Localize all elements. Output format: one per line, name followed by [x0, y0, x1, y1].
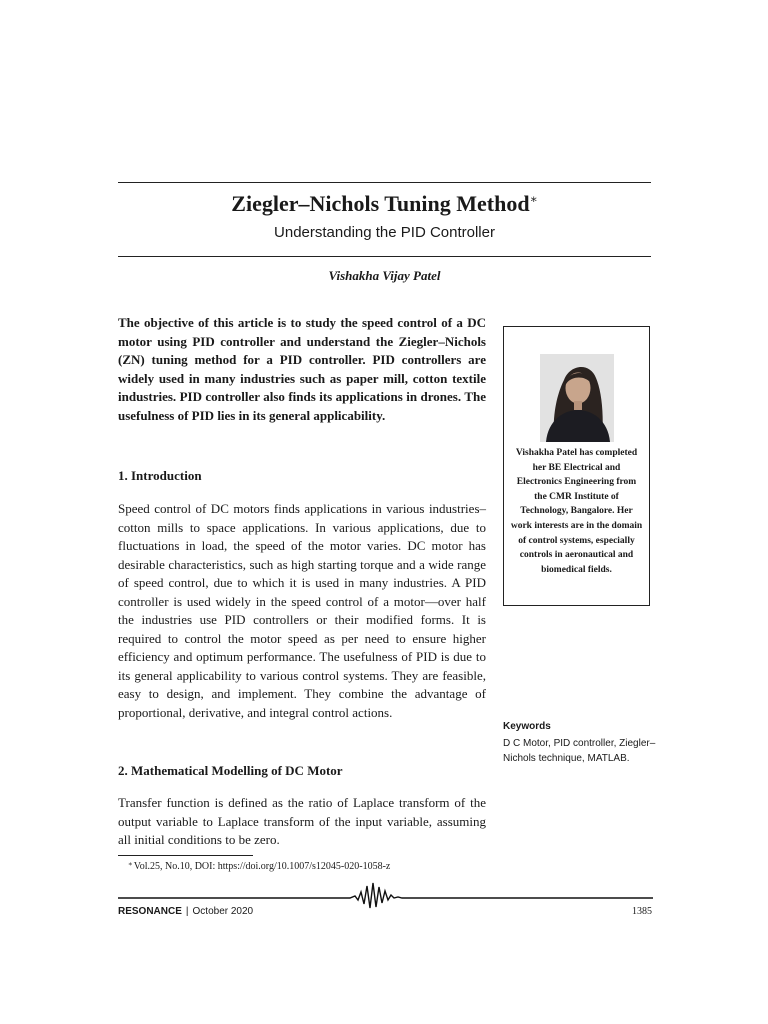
article-subtitle: Understanding the PID Controller — [274, 224, 495, 241]
keywords-heading: Keywords — [503, 721, 551, 732]
header-top-rule — [118, 182, 651, 183]
article-title — [118, 191, 651, 217]
footer-separator: | — [185, 906, 189, 917]
author-photo — [540, 354, 614, 442]
footnote-rule — [118, 855, 253, 856]
journal-issue: October 2020 — [192, 906, 254, 917]
journal-name: RESONANCE — [118, 906, 182, 917]
abstract: The objective of this article is to study the speed control of a DC motor using PID controller and understand the Ziegler–Nichols (ZN) tuning method for a PID controller. PID controllers are widely used in many industries such as paper mill, cotton textile industries. PID controller also finds its applications in drones. The usefulness of PID lies in its general applicability. — [118, 315, 486, 423]
article-title-text: Ziegler–Nichols Tuning Method — [231, 191, 530, 216]
title-footnote-marker: ∗ — [529, 192, 538, 206]
keywords-list: D C Motor, PID controller, Ziegler–Nichols technique, MATLAB. — [503, 738, 656, 764]
author-bio-box — [503, 326, 650, 606]
author-bio-text: Vishakha Patel has completed her BE Electrical and Electronics Engineering from the CMR Institute of Technology, Bangalore. Her work interests are in the domain of control systems, especially controls in aeronautical and biomedical fields. — [510, 448, 643, 575]
footer-wave-rule — [118, 881, 653, 909]
header-bottom-rule — [118, 256, 651, 257]
author-name: Vishakha Vijay Patel — [328, 268, 441, 283]
section-body-introduction: Speed control of DC motors finds applications in various industries–cotton mills to space applications. In various applications, due to fluctuations in load, the speed of the motor varies. DC motor has desirable characteristics, such as high starting torque and a wide range of speed control, due to which it is used in many industries. A PID controller is used widely in the speed control of a motor—over half the industries use PID controllers or their modified forms. It is required to control the motor speed as per need to ensure higher efficiency and optimum performance. The usefulness of PID is due to its general applicability to various control systems. They are feasible, easy to design, and implement. They combine the advantage of proportional, derivative, and integral control actions. — [118, 501, 486, 720]
footnote-text: Vol.25, No.10, DOI: https://doi.org/10.1007/s12045-020-1058-z — [133, 861, 391, 872]
author-portrait-icon — [540, 354, 614, 442]
section-body-modelling: Transfer function is defined as the ratio of Laplace transform of the output variable to Laplace transform of the input variable, assuming all initial conditions to be zero. — [118, 795, 486, 847]
page-number: 1385 — [632, 906, 652, 917]
footnote-marker: ∗ — [128, 860, 133, 868]
footer-journal — [118, 906, 253, 917]
footnote — [128, 860, 390, 872]
section-heading-modelling: 2. Mathematical Modelling of DC Motor — [118, 763, 343, 778]
section-heading-introduction: 1. Introduction — [118, 468, 202, 483]
